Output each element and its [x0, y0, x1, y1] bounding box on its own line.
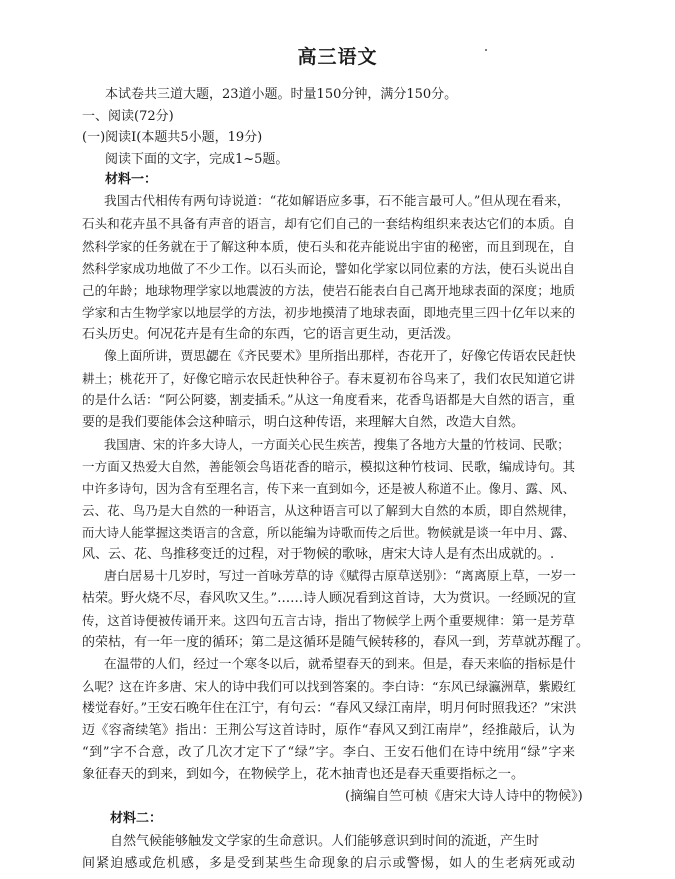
paragraph-line: 间紧迫感或危机感，多是受到某些生命现象的启示或警惕，如人的生老病死或动 — [82, 856, 575, 871]
paragraph-line: 己的年龄；地球物理学家以地震波的方法，使岩石能表白自己离开地球表面的深度；地质 — [82, 283, 575, 298]
source-citation: (摘编自竺可桢《唐宋大诗人诗中的物候》) — [345, 789, 583, 804]
paragraph-line: 石头历史。何况花卉是有生命的东西，它的语言更生动，更活泼。 — [82, 327, 460, 342]
paragraph-line: 中许多诗句，因为含有至理名言，传下来一直到如今，还是被人称道不止。像月、露、风、 — [82, 482, 575, 496]
paragraph-line: 迈《容斋续笔》指出：王荆公写这首诗时，原作“春风又到江南岸”，经推敲后，认为 — [82, 723, 575, 738]
paragraph-line: 而大诗人能掌握这类语言的含意，所以能编为诗歌而传之后世。物候就是谈一年中月、露、 — [82, 526, 575, 540]
paragraph-line: 在温带的人们，经过一个寒冬以后，就希望春天的到来。但是，春天来临的指标是什 — [104, 657, 576, 672]
paragraph-line: 的荣枯，有一年一度的循环；第二是这循环是随气候转移的，春风一到，芳草就苏醒了。 — [82, 635, 590, 650]
paragraph-line: “到”字不合意，改了几次才定下了“绿”字。李白、王安石他们在诗中统用“绿”字来 — [82, 745, 575, 760]
section-heading: 一、阅读(72分) — [82, 109, 174, 124]
paragraph-line: 耕土；桃花开了，好像它暗示农民赶快种谷子。春末夏初布谷鸟来了，我们农民知道它讲 — [82, 371, 575, 386]
paragraph-line: 我国唐、宋的许多大诗人，一方面关心民生疾苦，搜集了各地方大量的竹枝词、民歌； — [104, 438, 570, 452]
paragraph-line: 么呢？这在许多唐、宋人的诗中我们可以找到答案的。李白诗：“东风已绿瀛洲草，紫殿红 — [82, 679, 576, 694]
exam-intro: 本试卷共三道大题，23道小题。时量150分钟，满分150分。 — [105, 87, 458, 102]
paragraph-line: 自然气候能够触发文学家的生命意识。人们能够意识到时间的流逝，产生时 — [110, 834, 540, 849]
paragraph-line: 要的是我们要能体会这种暗示，明白这种传语，来理解大自然，改造大自然。 — [82, 415, 525, 430]
material-one-label: 材料一： — [105, 172, 158, 187]
reading-instruction: 阅读下面的文字，完成1~5题。 — [105, 152, 289, 167]
paragraph-line: 我国古代相传有两句诗说道：“花如解语应多事，石不能言最可人。”但从现在看来， — [104, 194, 570, 209]
subsection-heading: (一)阅读Ⅰ(本题共5小题，19分) — [82, 130, 263, 145]
paragraph-line: 楼觉春好。”王安石晚年住在江宁，有句云：“春风又绿江南岸，明月何时照我还？”宋洪 — [82, 701, 577, 716]
paragraph-line: 的是什么话：“阿公阿婆，割麦插禾。”从这一角度看来，花香鸟语都是大自然的语言，重 — [82, 393, 575, 408]
paragraph-line: 学家和古生物学家以地层学的方法，初步地摸清了地球表面，即地壳里三四十亿年以来的 — [82, 305, 575, 320]
paragraph-line: 石头和花卉虽不具备有声音的语言，却有它们自己的一套结构组织来表达它们的本质。自 — [82, 216, 575, 231]
paragraph-line: 传，这首诗便被传诵开来。这四句五言古诗，指出了物候学上两个重要规律：第一是芳草 — [82, 613, 575, 628]
paragraph-line: 唐白居易十几岁时，写过一首咏芳草的诗《赋得古原草送别》：“离离原上草，一岁一 — [104, 569, 576, 584]
paragraph-line: 风、云、花、鸟推移变迁的过程，对于物候的歌咏，唐宋大诗人是有杰出成就的。. — [82, 547, 555, 562]
paragraph-line: 像上面所讲，贾思勰在《齐民要术》里所指出那样，杏花开了，好像它传语农民赶快 — [104, 349, 576, 364]
paragraph-line: 云、花、鸟乃是大自然的一种语言，从这种语言可以了解到大自然的本质，即自然规律， — [82, 503, 575, 518]
page-title: 高三语文 — [297, 46, 378, 68]
paragraph-line: 枯荣。野火烧不尽，春风吹又生。”……诗人顾况看到这首诗，大为赏识。一经顾况的宣 — [82, 591, 577, 606]
paragraph-line: 然科学家的任务就在于了解这种本质，使石头和花卉能说出宇宙的秘密，而且到现在，自 — [82, 239, 575, 254]
paragraph-line: 象征春天的到来，到如今，在物候学上，花木抽青也还是春天重要指标之一。 — [82, 767, 525, 782]
paragraph-line: 然科学家成功地做了不少工作。以石头而论，譬如化学家以同位素的方法，使石头说出自 — [82, 261, 575, 276]
material-two-label: 材料二： — [110, 811, 163, 826]
paragraph-line: 一方面又热爱大自然，善能领会鸟语花香的暗示，模拟这种竹枝词、民歌，编成诗句。其 — [82, 459, 575, 474]
